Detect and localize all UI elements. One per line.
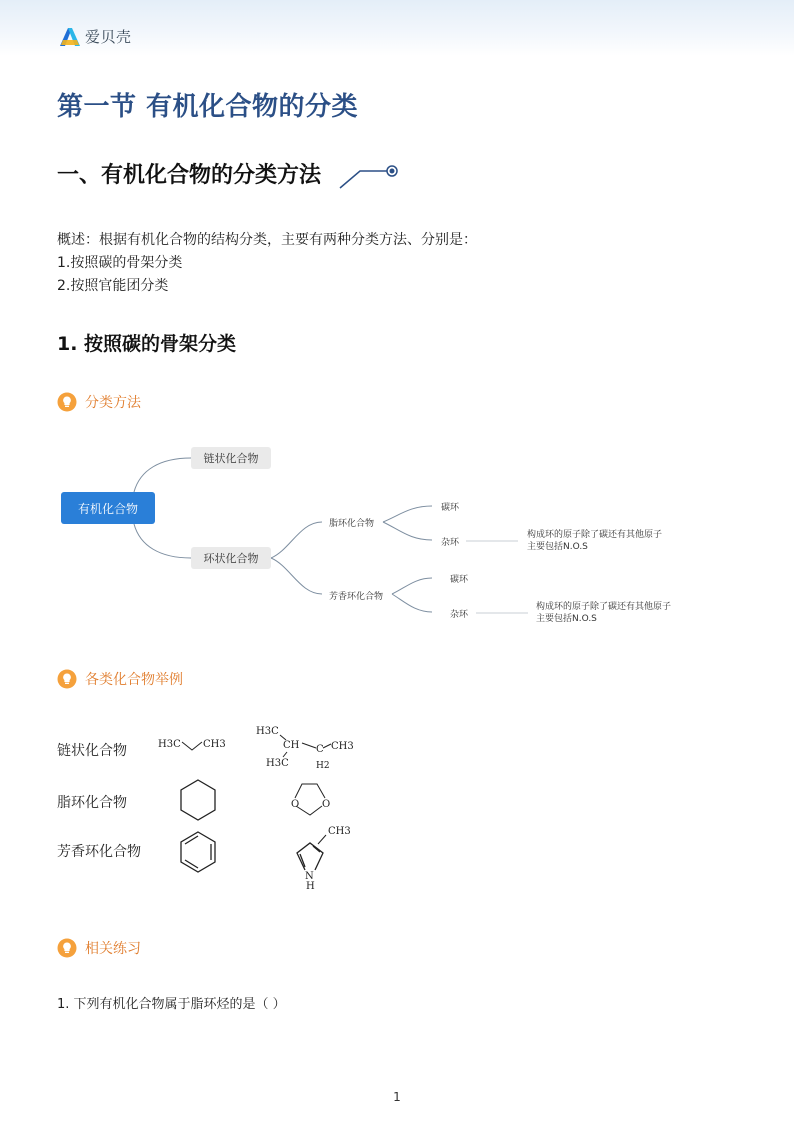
overview-line-3: 2.按照官能团分类 [57, 278, 169, 294]
methylpyrrole-structure [286, 822, 352, 892]
label-n: N [305, 871, 314, 882]
cyclohexane-structure [176, 778, 220, 822]
mindmap-note-1-line-2: 主要包括N.O.S [527, 542, 588, 552]
tag-practice-label: 相关练习 [85, 941, 141, 957]
mindmap-alicyclic: 脂环化合物 [329, 519, 375, 529]
label-o-right: O [322, 799, 331, 810]
label-ch3-right: CH3 [331, 741, 354, 752]
mindmap-heterocycle-2: 杂环 [450, 610, 469, 620]
isopentane-structure [254, 722, 359, 772]
mindmap-note-2-line-1: 构成环的原子除了碳还有其他原子 [536, 602, 672, 612]
section-heading: 一、有机化合物的分类方法 [57, 163, 322, 188]
overview-line-1: 概述：根据有机化合物的结构分类，主要有两种分类方法、分别是： [57, 232, 477, 248]
tag-practice [57, 938, 141, 958]
propane-structure [155, 730, 230, 756]
mindmap-heterocycle-1: 杂环 [441, 538, 460, 548]
mindmap-note-1 [527, 529, 662, 553]
label-h2: H2 [316, 761, 330, 771]
mindmap-carbocycle-2: 碳环 [450, 575, 469, 585]
lightbulb-icon [57, 669, 77, 689]
practice-question-1: 1. 下列有机化合物属于脂环烃的是（ ） [57, 997, 286, 1012]
mindmap-chain: 链状化合物 [191, 447, 271, 469]
label-ch: CH [283, 740, 300, 751]
label-h: H [306, 881, 315, 892]
tag-examples [57, 669, 183, 689]
example-aromatic-label: 芳香环化合物 [57, 844, 141, 860]
mindmap-root: 有机化合物 [61, 492, 155, 524]
tag-examples-label: 各类化合物举例 [85, 672, 183, 688]
label-h3c-top: H3C [256, 726, 279, 737]
label-h3c: H3C [158, 739, 181, 750]
benzene-structure [176, 830, 220, 874]
mindmap-carbocycle-1: 碳环 [441, 503, 460, 513]
page-number: 1 [393, 1090, 401, 1104]
example-alicyclic-label: 脂环化合物 [57, 795, 127, 811]
page-title: 第一节 有机化合物的分类 [57, 92, 359, 122]
mindmap-aromatic: 芳香环化合物 [329, 592, 384, 602]
label-ch3-pyrrole: CH3 [328, 826, 351, 837]
mindmap-note-2 [536, 601, 671, 625]
mindmap-note-2-line-2: 主要包括N.O.S [536, 614, 597, 624]
dioxolane-structure [286, 778, 336, 820]
mindmap-cyclic: 环状化合物 [191, 547, 271, 569]
example-chain-label: 链状化合物 [57, 743, 127, 759]
sub-heading: 1. 按照碳的骨架分类 [57, 333, 237, 355]
lightbulb-icon [57, 938, 77, 958]
mindmap-note-1-line-1: 构成环的原子除了碳还有其他原子 [527, 530, 663, 540]
overview-line-2: 1.按照碳的骨架分类 [57, 255, 183, 271]
label-h3c-bottom: H3C [266, 758, 289, 769]
tag-method-label: 分类方法 [85, 395, 141, 411]
label-c: C [316, 744, 324, 755]
brand-name: 爱贝壳 [85, 28, 132, 46]
label-o-left: O [291, 799, 300, 810]
label-ch3: CH3 [203, 739, 226, 750]
